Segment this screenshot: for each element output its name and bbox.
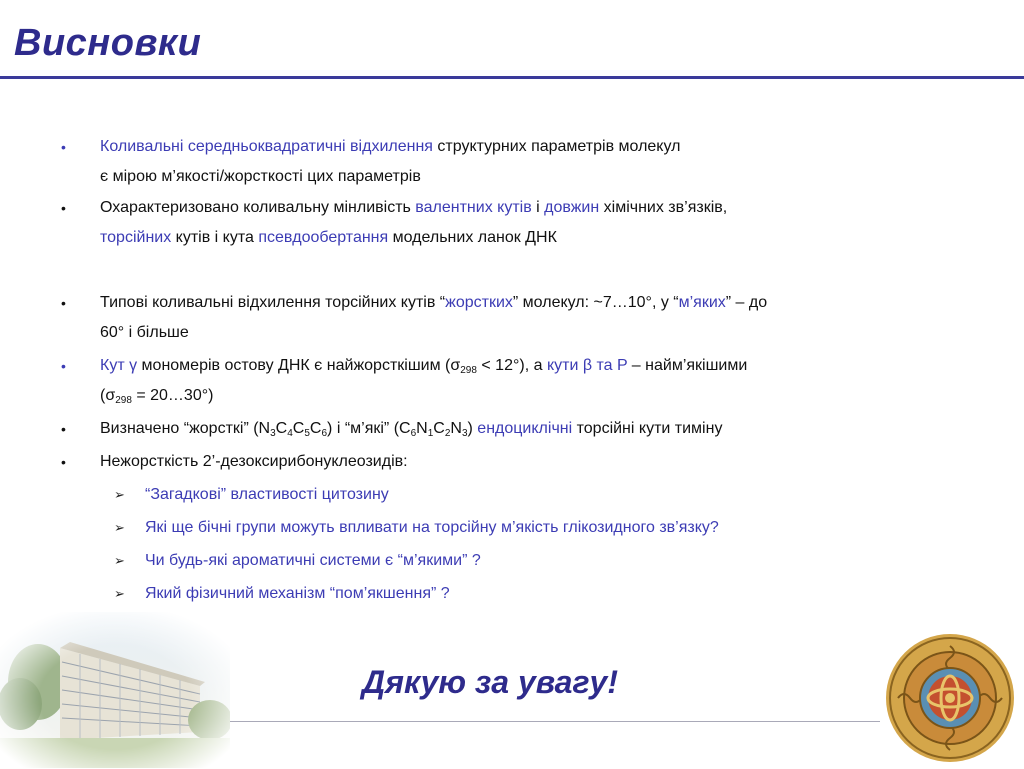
footer-divider	[230, 721, 880, 722]
highlight-text: ендоциклічні	[477, 420, 573, 437]
item-text: кутів і кута	[171, 229, 259, 246]
item-text: Типові коливальні відхилення торсійних кутів “	[100, 294, 446, 311]
item-text: ) і “м’які” (C	[327, 420, 411, 437]
title-divider	[0, 76, 1024, 79]
highlight-text: м’яких	[678, 294, 726, 311]
subscript: 2	[444, 428, 451, 439]
arrow-bullet-icon: ➢	[114, 553, 125, 568]
item-text: – найм’якішими	[627, 357, 748, 374]
item-text: (σ	[100, 387, 116, 404]
slide-title: Висновки	[14, 22, 202, 64]
item-text: Охарактеризовано коливальну мінливість	[100, 199, 416, 216]
item-text: 60° і більше	[100, 324, 189, 341]
highlight-text: Коливальні середньоквадратичні відхилення	[100, 138, 433, 155]
item-text: C	[309, 420, 322, 437]
item-text: структурних параметрів молекул	[432, 138, 681, 155]
sub-item-text: “Загадкові” властивості цитозину	[145, 486, 389, 503]
highlight-text: кути β та P	[546, 357, 628, 374]
subscript: 6	[410, 428, 417, 439]
item-text: N	[416, 420, 428, 437]
item-text: C	[433, 420, 445, 437]
item-text: )	[467, 420, 478, 437]
arrow-bullet-icon: ➢	[114, 487, 125, 502]
item-text: хімічних зв’язків,	[599, 199, 728, 216]
item-text: і	[531, 199, 545, 216]
thank-you-message: Дякую за увагу!	[362, 664, 618, 700]
sub-item-text: Чи будь-які ароматичні системи є “м’якими” ?	[145, 552, 481, 569]
item-text: Визначено “жорсткі” (N	[100, 420, 271, 437]
highlight-text: жорстких	[445, 294, 513, 311]
item-text: C	[292, 420, 305, 437]
university-emblem	[884, 632, 1016, 764]
bullet-marker: •	[61, 200, 66, 216]
highlight-text: Кут γ	[100, 357, 138, 374]
highlight-text: валентних кутів	[415, 199, 532, 216]
arrow-bullet-icon: ➢	[114, 586, 125, 601]
sub-item-text: Який фізичний механізм “пом’якшення” ?	[145, 585, 450, 602]
subscript: 3	[461, 428, 468, 439]
subscript: 1	[427, 428, 434, 439]
subscript: 3	[270, 428, 276, 439]
item-text: мономерів остову ДНК є найжорсткішим (σ	[137, 357, 461, 374]
item-text: = 20…30°)	[131, 387, 214, 404]
subscript: 298	[460, 365, 477, 376]
item-text: C	[275, 420, 288, 437]
item-text: < 12°), а	[476, 357, 547, 374]
highlight-text: довжин	[544, 199, 600, 216]
item-text: ” молекул: ~7…10°, у “	[512, 294, 679, 311]
bullet-marker: •	[61, 358, 66, 374]
highlight-text: торсійних	[100, 229, 172, 246]
arrow-bullet-icon: ➢	[114, 520, 125, 535]
subscript: 6	[321, 428, 328, 439]
item-text: N	[450, 420, 462, 437]
item-text: ” – до	[725, 294, 768, 311]
item-text: Нежорсткість 2’-дезоксирибонуклеозидів:	[100, 453, 408, 470]
item-text: торсійні кути тиміну	[572, 420, 723, 437]
sub-item-text: Які ще бічні групи можуть впливати на торсійну м’якість глікозидного зв’язку?	[145, 519, 719, 536]
bullet-marker: •	[61, 454, 66, 470]
item-text: модельних ланок ДНК	[388, 229, 557, 246]
bullet-marker: •	[61, 295, 66, 311]
subscript: 4	[287, 428, 293, 439]
highlight-text: псевдообертання	[258, 229, 389, 246]
bullet-marker: •	[61, 421, 66, 437]
bullet-marker: •	[61, 139, 66, 155]
campus-building-photo	[0, 612, 230, 768]
subscript: 298	[115, 395, 132, 406]
subscript: 5	[304, 428, 310, 439]
item-text: є мірою м’якості/жорсткості цих параметрів	[100, 168, 421, 185]
